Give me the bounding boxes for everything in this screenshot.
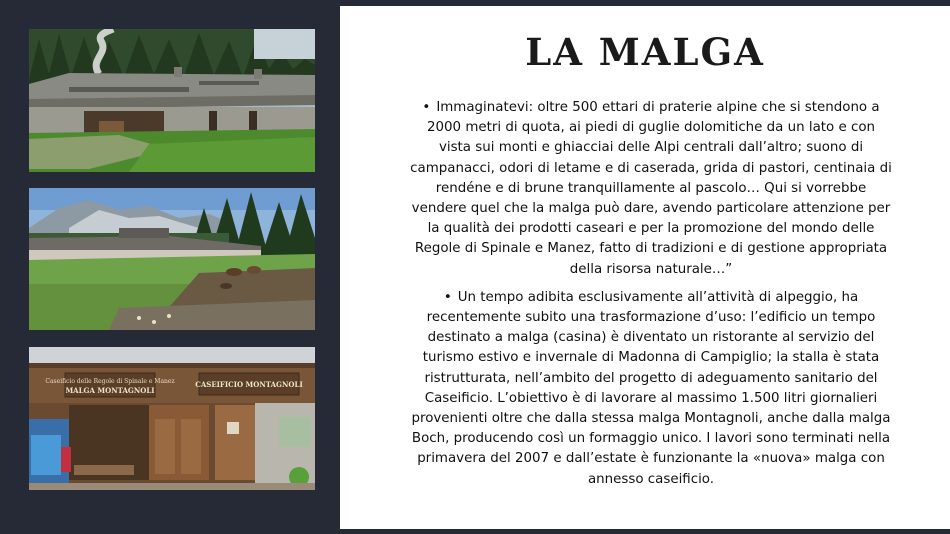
malga-building-photo (29, 29, 315, 172)
text-panel (340, 6, 950, 529)
alpine-pasture-photo (29, 188, 315, 330)
bullet-2: • (443, 289, 452, 305)
paragraph-1 (410, 98, 892, 280)
paragraph-2-text: Un tempo adibita esclusivamente all’attività di alpeggio, ha recentemente subito una trasformazione d’uso: l’edificio un tempo destinato a malga (casina) è diventato un ristorante al servizio del turismo estivo e invernale di Madonna di Campiglio; la stalla è stata ristrutturata, nell’ambito del progetto di adeguamento sanitario del Caseificio. L’obiettivo è di lavorare al massimo 1.500 litri giornalieri provenienti oltre che dalla stessa malga Montagnoli, anche dalla malga Boch, producendo così un formaggio unico. I lavori sono terminati nella primavera del 2007 e dall’estate è funzionante la «nuova» malga con annesso caseificio. (411, 289, 891, 487)
bullet-1: • (422, 100, 431, 115)
sign-left-text: MALGA MONTAGNOLI (65, 386, 155, 395)
sign-right-text: CASEIFICIO MONTAGNOLI (195, 380, 303, 389)
paragraph-1-text: Immaginatevi: oltre 500 ettari di praterie alpine che si stendono a 2000 metri di quota, ai piedi di guglie dolomitiche da un lato e con vista sui monti e ghiacciai delle Alpi centrali dall’altro; suono di campanacci, odori di letame e di caserada, grida di pastori, centinaia di rendéne e di brune tranquillamente al pascolo… Qui si vorrebbe vendere quel che la malga può dare, avendo particolare attenzione per la qualità dei prodotti caseari e per la promozione del mondo delle Regole di Spinale e Manez, fatto di tradizioni e di gestione appropriata della risorsa naturale…” (410, 100, 892, 277)
sign-left-top-text: Caseificio delle Regole di Spinale e Manez (45, 378, 175, 385)
slide-title: LA MALGA (525, 30, 765, 74)
paragraph-2 (410, 288, 892, 490)
slide-body (410, 98, 892, 498)
caseificio-entrance-photo (29, 347, 315, 490)
